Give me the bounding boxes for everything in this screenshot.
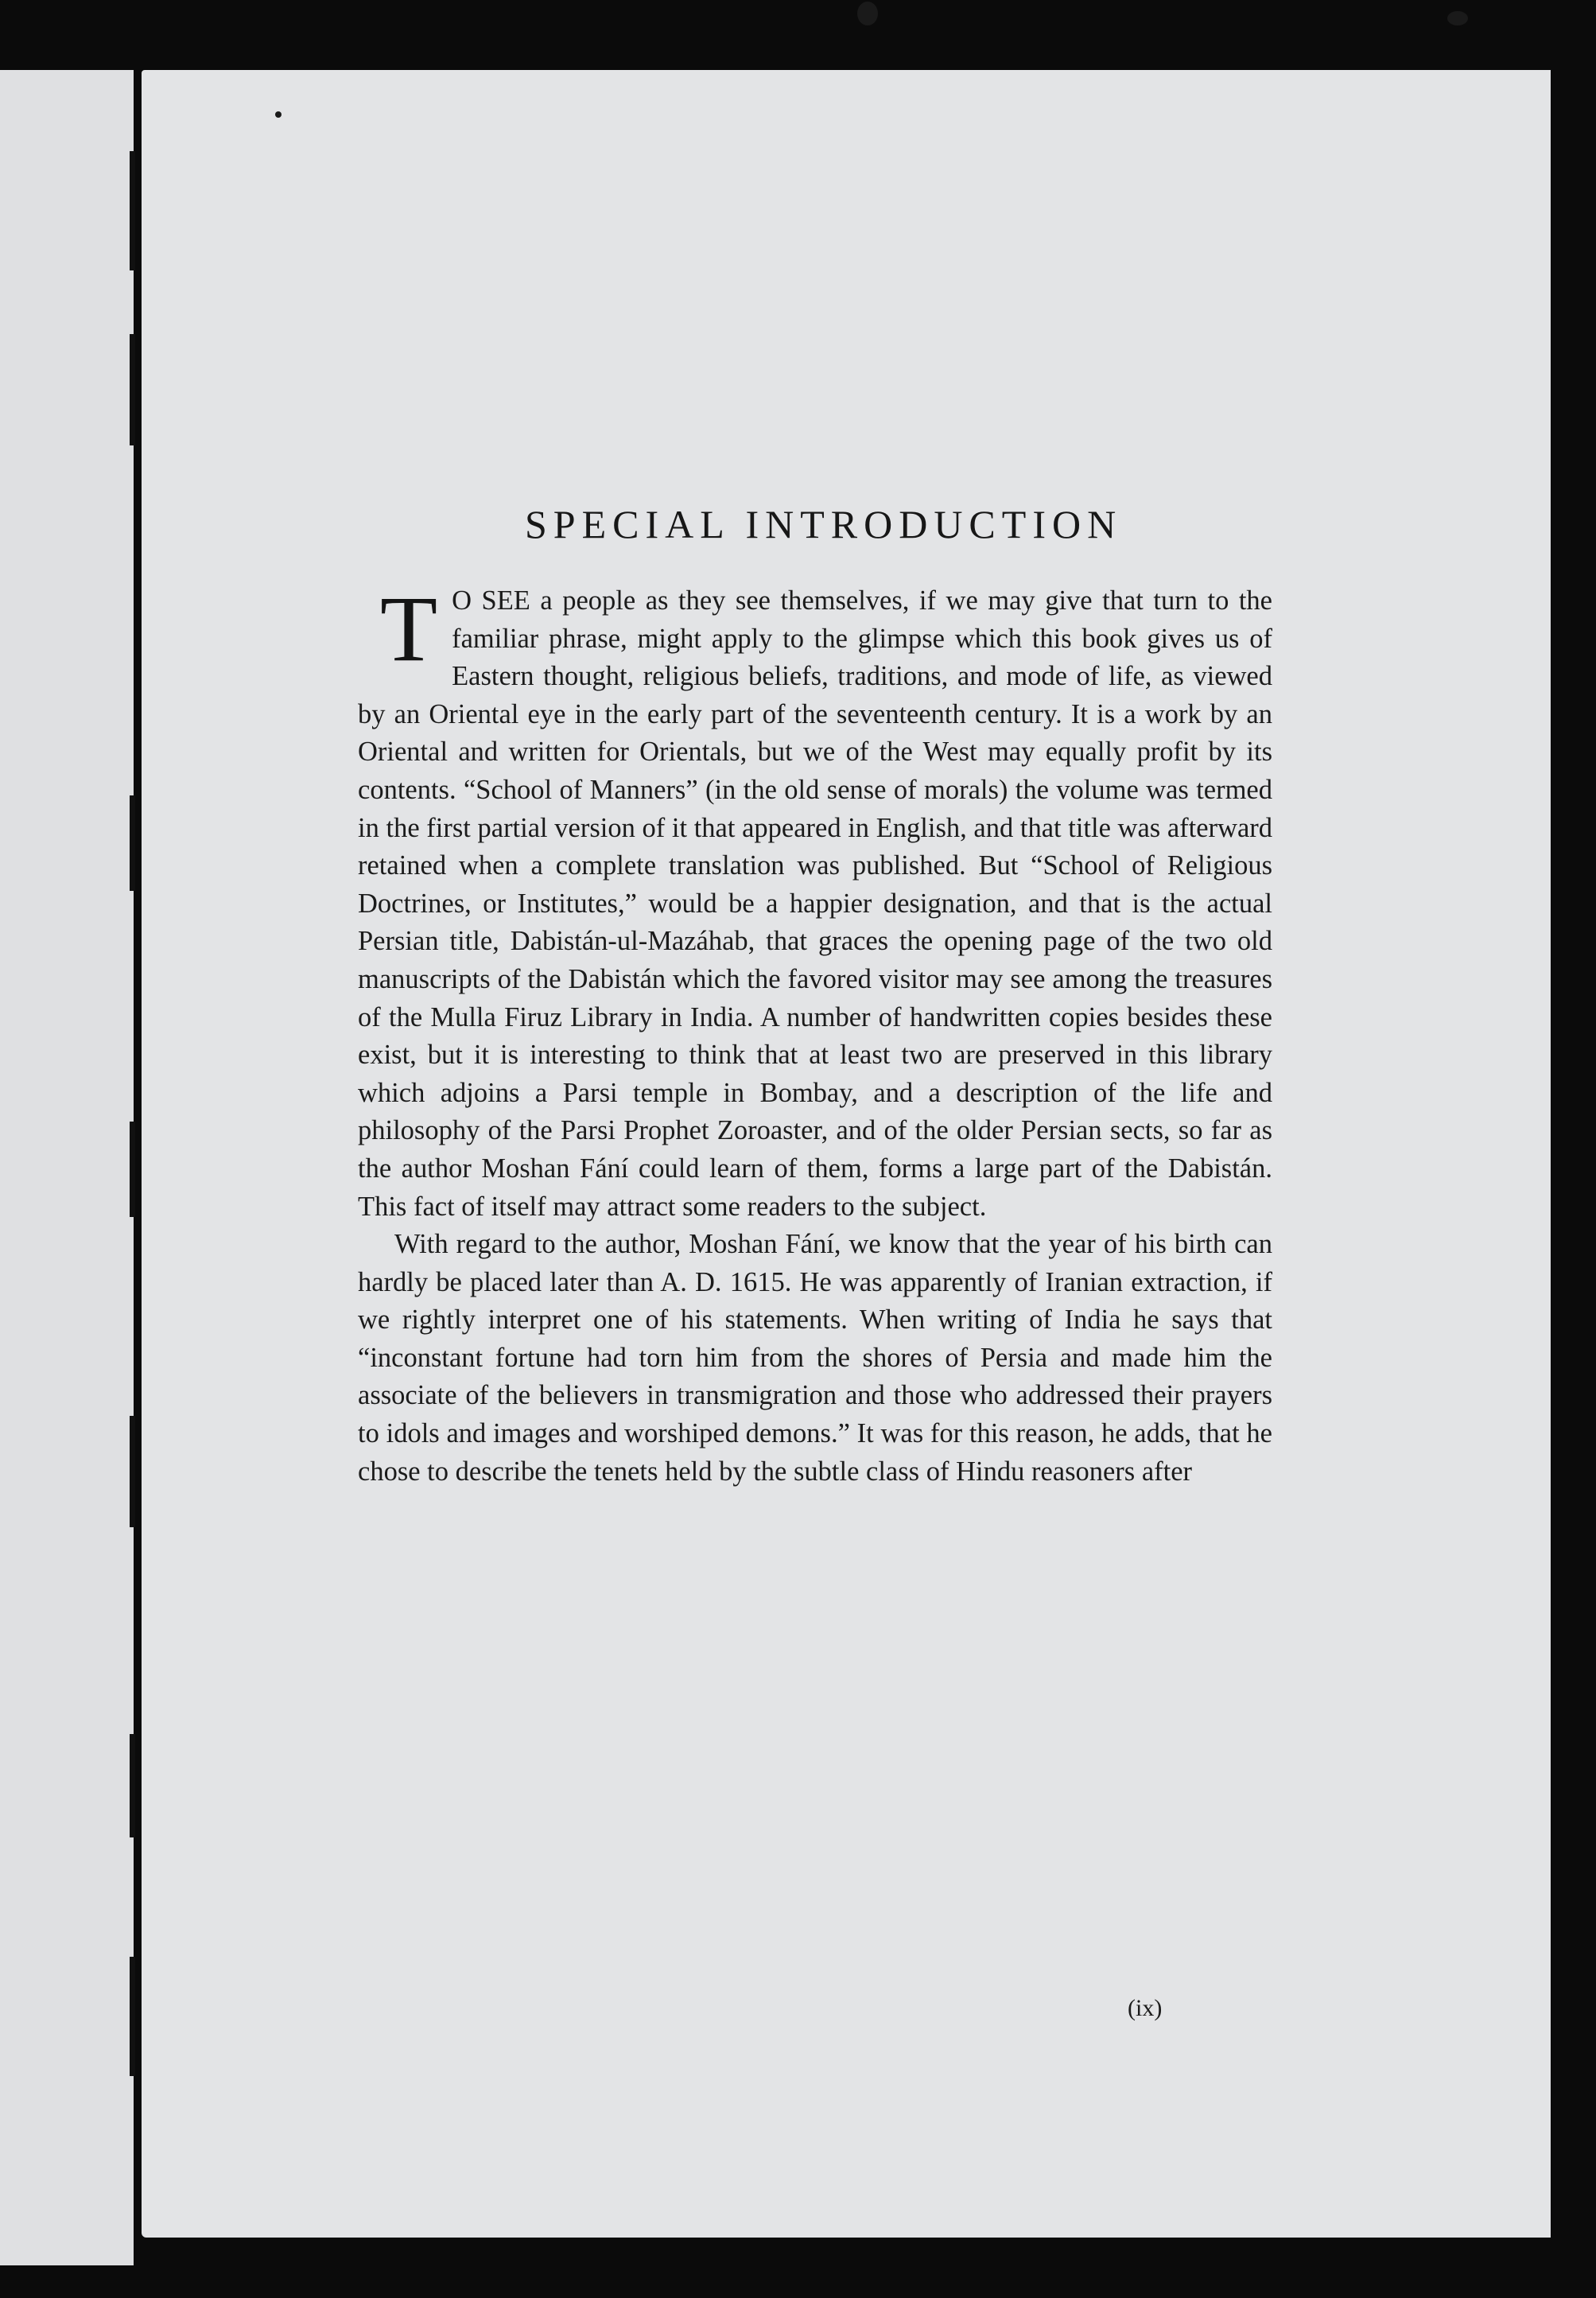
scan-speck	[275, 111, 282, 118]
gutter-shadow	[130, 151, 135, 270]
gutter-shadow	[130, 1122, 135, 1217]
gutter-shadow	[130, 1734, 135, 1837]
gutter-shadow	[130, 1416, 135, 1527]
body-text	[358, 577, 1272, 1491]
page-number: (ix)	[1128, 1995, 1163, 2021]
chapter-heading: SPECIAL INTRODUCTION	[525, 502, 1123, 546]
gutter-shadow	[130, 1957, 135, 2076]
facing-page-edge	[0, 70, 134, 2265]
gutter-shadow	[130, 334, 135, 445]
paragraph	[358, 577, 1272, 1226]
paragraph-text: O SEE a people as they see themselves, if we may give that turn to the familiar phrase, might apply to the glimpse which this book gives us of Eastern thought, religious beliefs, traditions, and mode of life, as viewed by an Oriental eye in the early part of the seventeenth century. It is a work by an Oriental and written for Orientals, but we of the West may equally profit by its contents. “School of Manners” (in the old sense of morals) the volume was termed in the first partial version of it that appeared in English, and that title was afterward retained when a complete translation was published. But “School of Religious Doctrines, or Institutes,” would be a happier designation, and that is the actual Persian title, Dabistán-ul-Mazáhab, that graces the opening page of the two old manuscripts of the Dabistán which the favored visitor may see among the treasures of the Mulla Firuz Library in India. A number of handwritten copies besides these exist, but it is interesting to think that at least two are preserved in this library which adjoins a Parsi temple in Bombay, and a description of the life and philosophy of the Parsi Prophet Zoroaster, and of the older Persian sects, so far as the author Moshan Fání could learn of them, forms a large part of the Dabistán. This fact of itself may attract some readers to the subject.	[358, 585, 1272, 1222]
paragraph: With regard to the author, Moshan Fání, we know that the year of his birth can hardly be placed later than A. D. 1615. He was apparently of Iranian extraction, if we rightly interpret one of his statements. When writing of India he says that “inconstant fortune had torn him from the shores of Persia and made him the associate of the believers in transmigration and those who addressed their prayers to idols and images and worshiped demons.” It was for this reason, he adds, that he chose to describe the tenets held by the subtle class of Hindu reasoners after	[358, 1229, 1272, 1487]
scan-speck	[857, 2, 878, 25]
drop-cap: T	[380, 577, 438, 681]
gutter-shadow	[130, 795, 135, 891]
scan-speck	[1447, 11, 1468, 25]
